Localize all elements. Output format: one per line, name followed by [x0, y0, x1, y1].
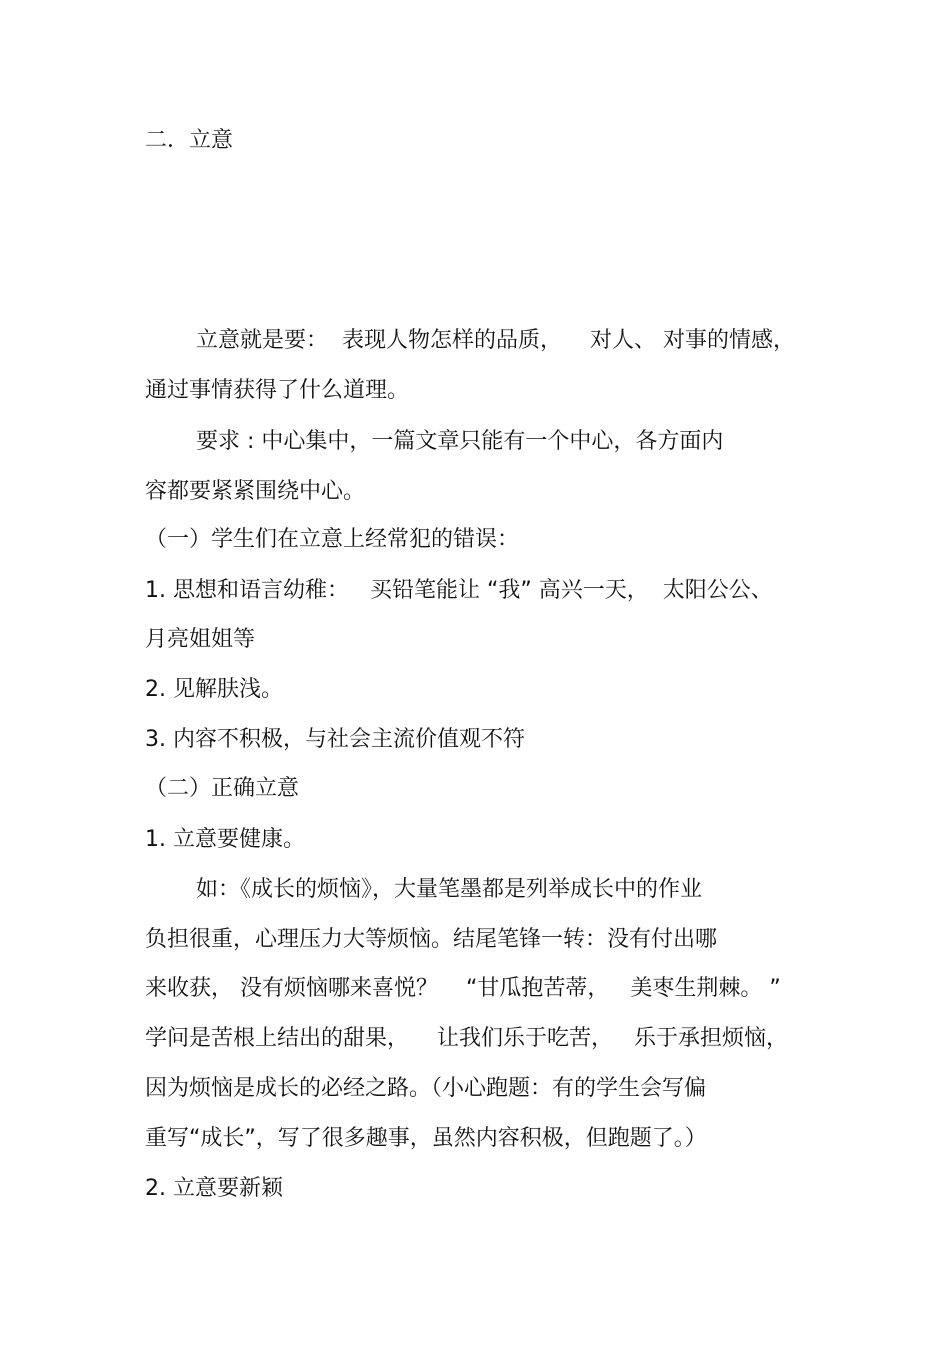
paragraph-line: 因为烦恼是成长的必经之路。（小心跑题：有的学生会写偏 [145, 1076, 707, 1101]
list-item: 2. 见解肤浅。 [145, 677, 283, 702]
paragraph-line: 来收获， 没有烦恼哪来喜悦？ “甘瓜抱苦蒂， 美枣生荆棘。 ” [145, 976, 781, 1001]
paragraph-line: 如：《成长的烦恼》，大量笔墨都是列举成长中的作业 [196, 877, 703, 902]
subheading: （一）学生们在立意上经常犯的错误： [145, 527, 520, 552]
paragraph-line: 月亮姐姐等 [145, 627, 256, 652]
paragraph-line: 重写“成长”，写了很多趣事，虽然内容积极，但跑题了。） [145, 1126, 707, 1151]
list-item: 2. 立意要新颖 [145, 1176, 283, 1201]
section-heading: 二．立意 [145, 128, 234, 153]
list-item: 1. 思想和语言幼稚： 买铅笔能让 “我” 高兴一天， 太阳公公、 [145, 578, 773, 603]
list-item: 1. 立意要健康。 [145, 827, 305, 852]
subheading: （二）正确立意 [145, 776, 300, 801]
paragraph-line: 负担很重，心理压力大等烦恼。结尾笔锋一转：没有付出哪 [145, 927, 718, 952]
paragraph-line: 立意就是要： 表现人物怎样的品质， 对人、 对事的情感， [196, 328, 795, 353]
list-item: 3. 内容不积极，与社会主流价值观不符 [145, 727, 525, 752]
paragraph-line: 要求 : 中心集中，一篇文章只能有一个中心，各方面内 [196, 429, 724, 454]
paragraph-line: 学问是苦根上结出的甜果， 让我们乐于吃苦， 乐于承担烦恼， [145, 1026, 788, 1051]
paragraph-line: 通过事情获得了什么道理。 [145, 378, 410, 403]
paragraph-line: 容都要紧紧围绕中心。 [145, 479, 366, 504]
